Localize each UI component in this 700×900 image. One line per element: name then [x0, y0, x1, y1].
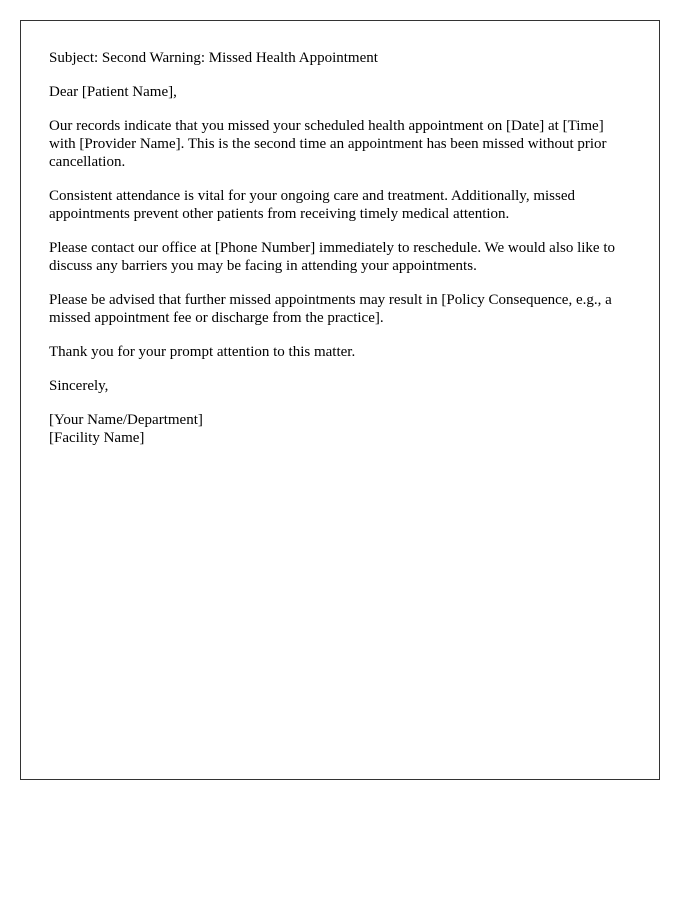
letter-paragraph-policy: Please be advised that further missed appointments may result in [Policy Consequence, e.g., a missed appointment fee or discharge from the practice].: [49, 292, 612, 326]
letter-paragraph-contact: Please contact our office at [Phone Number] immediately to reschedule. We would also like to discuss any barriers you may be facing in attending your appointments.: [49, 240, 615, 274]
letter-closing: Sincerely,: [49, 378, 109, 394]
letter-greeting: Dear [Patient Name],: [49, 84, 177, 100]
letter-paragraph-records: Our records indicate that you missed your scheduled health appointment on [Date] at [Time] with [Provider Name]. This is the second time an appointment has been missed without prior cancellation.: [49, 118, 607, 170]
signature-name-department: [Your Name/Department]: [49, 412, 203, 428]
signature-block: [49, 411, 631, 447]
letter-subject: Subject: Second Warning: Missed Health Appointment: [49, 50, 378, 66]
letter-paragraph-thanks: Thank you for your prompt attention to this matter.: [49, 344, 356, 360]
signature-facility: [Facility Name]: [49, 430, 145, 446]
letter-document: [20, 20, 660, 780]
letter-paragraph-attendance: Consistent attendance is vital for your ongoing care and treatment. Additionally, missed appointments prevent other patients from receiving timely medical attention.: [49, 188, 575, 222]
